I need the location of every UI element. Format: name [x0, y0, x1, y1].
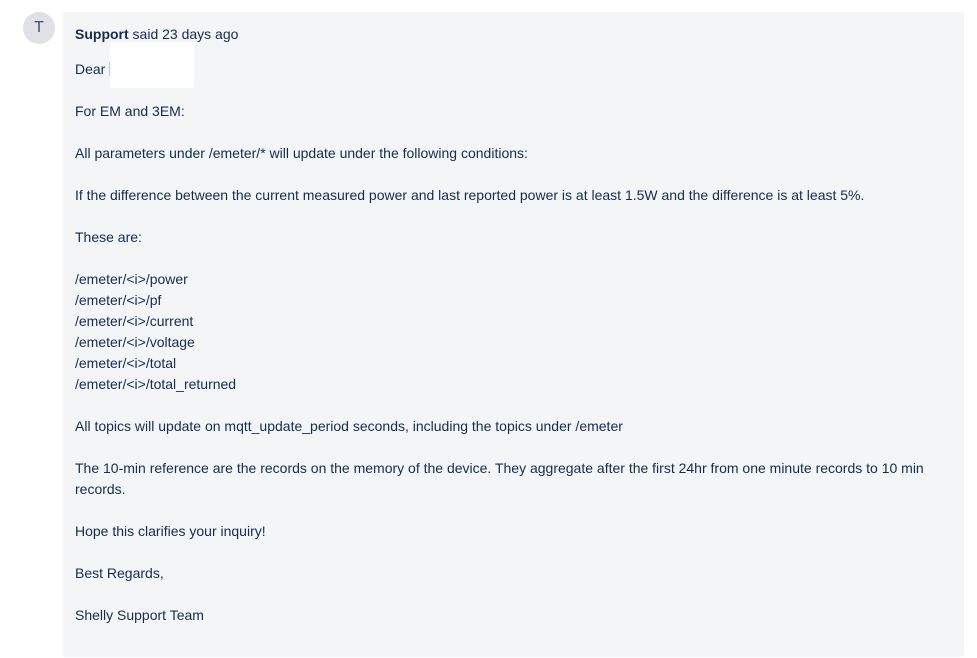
topic-line: /emeter/<i>/pf: [75, 292, 162, 308]
comment-timestamp: said 23 days ago: [128, 26, 239, 42]
comment-card: [63, 12, 964, 657]
signature-line: Shelly Support Team: [75, 607, 204, 623]
these-are-line: These are:: [75, 229, 142, 245]
topic-line: /emeter/<i>/total_returned: [75, 376, 237, 392]
hope-line: Hope this clarifies your inquiry!: [75, 523, 266, 539]
greeting-text: Dear: [75, 61, 106, 77]
comment-body: [75, 59, 952, 626]
update-period-line: All topics will update on mqtt_update_period seconds, including the topics under /emeter: [75, 418, 623, 434]
condition-line: If the difference between the current measured power and last reported power is at least 1.5W and the difference is at least 5%.: [75, 187, 865, 203]
topic-line: /emeter/<i>/power: [75, 271, 188, 287]
comment-header: [75, 24, 952, 44]
regards-line: Best Regards,: [75, 565, 164, 581]
intro-line: For EM and 3EM:: [75, 103, 185, 119]
avatar: T: [23, 12, 55, 44]
reference-paragraph: The 10-min reference are the records on the memory of the device. They aggregate after the first 24hr from one minute records to 10 min records.: [75, 460, 924, 497]
redacted-name-block: [110, 42, 194, 88]
topic-line: /emeter/<i>/current: [75, 313, 194, 329]
greeting-row: [75, 59, 952, 80]
topic-line: /emeter/<i>/voltage: [75, 334, 195, 350]
params-intro-line: All parameters under /emeter/* will update under the following conditions:: [75, 145, 528, 161]
topic-line: /emeter/<i>/total: [75, 355, 177, 371]
comment-author[interactable]: Support: [75, 26, 129, 42]
